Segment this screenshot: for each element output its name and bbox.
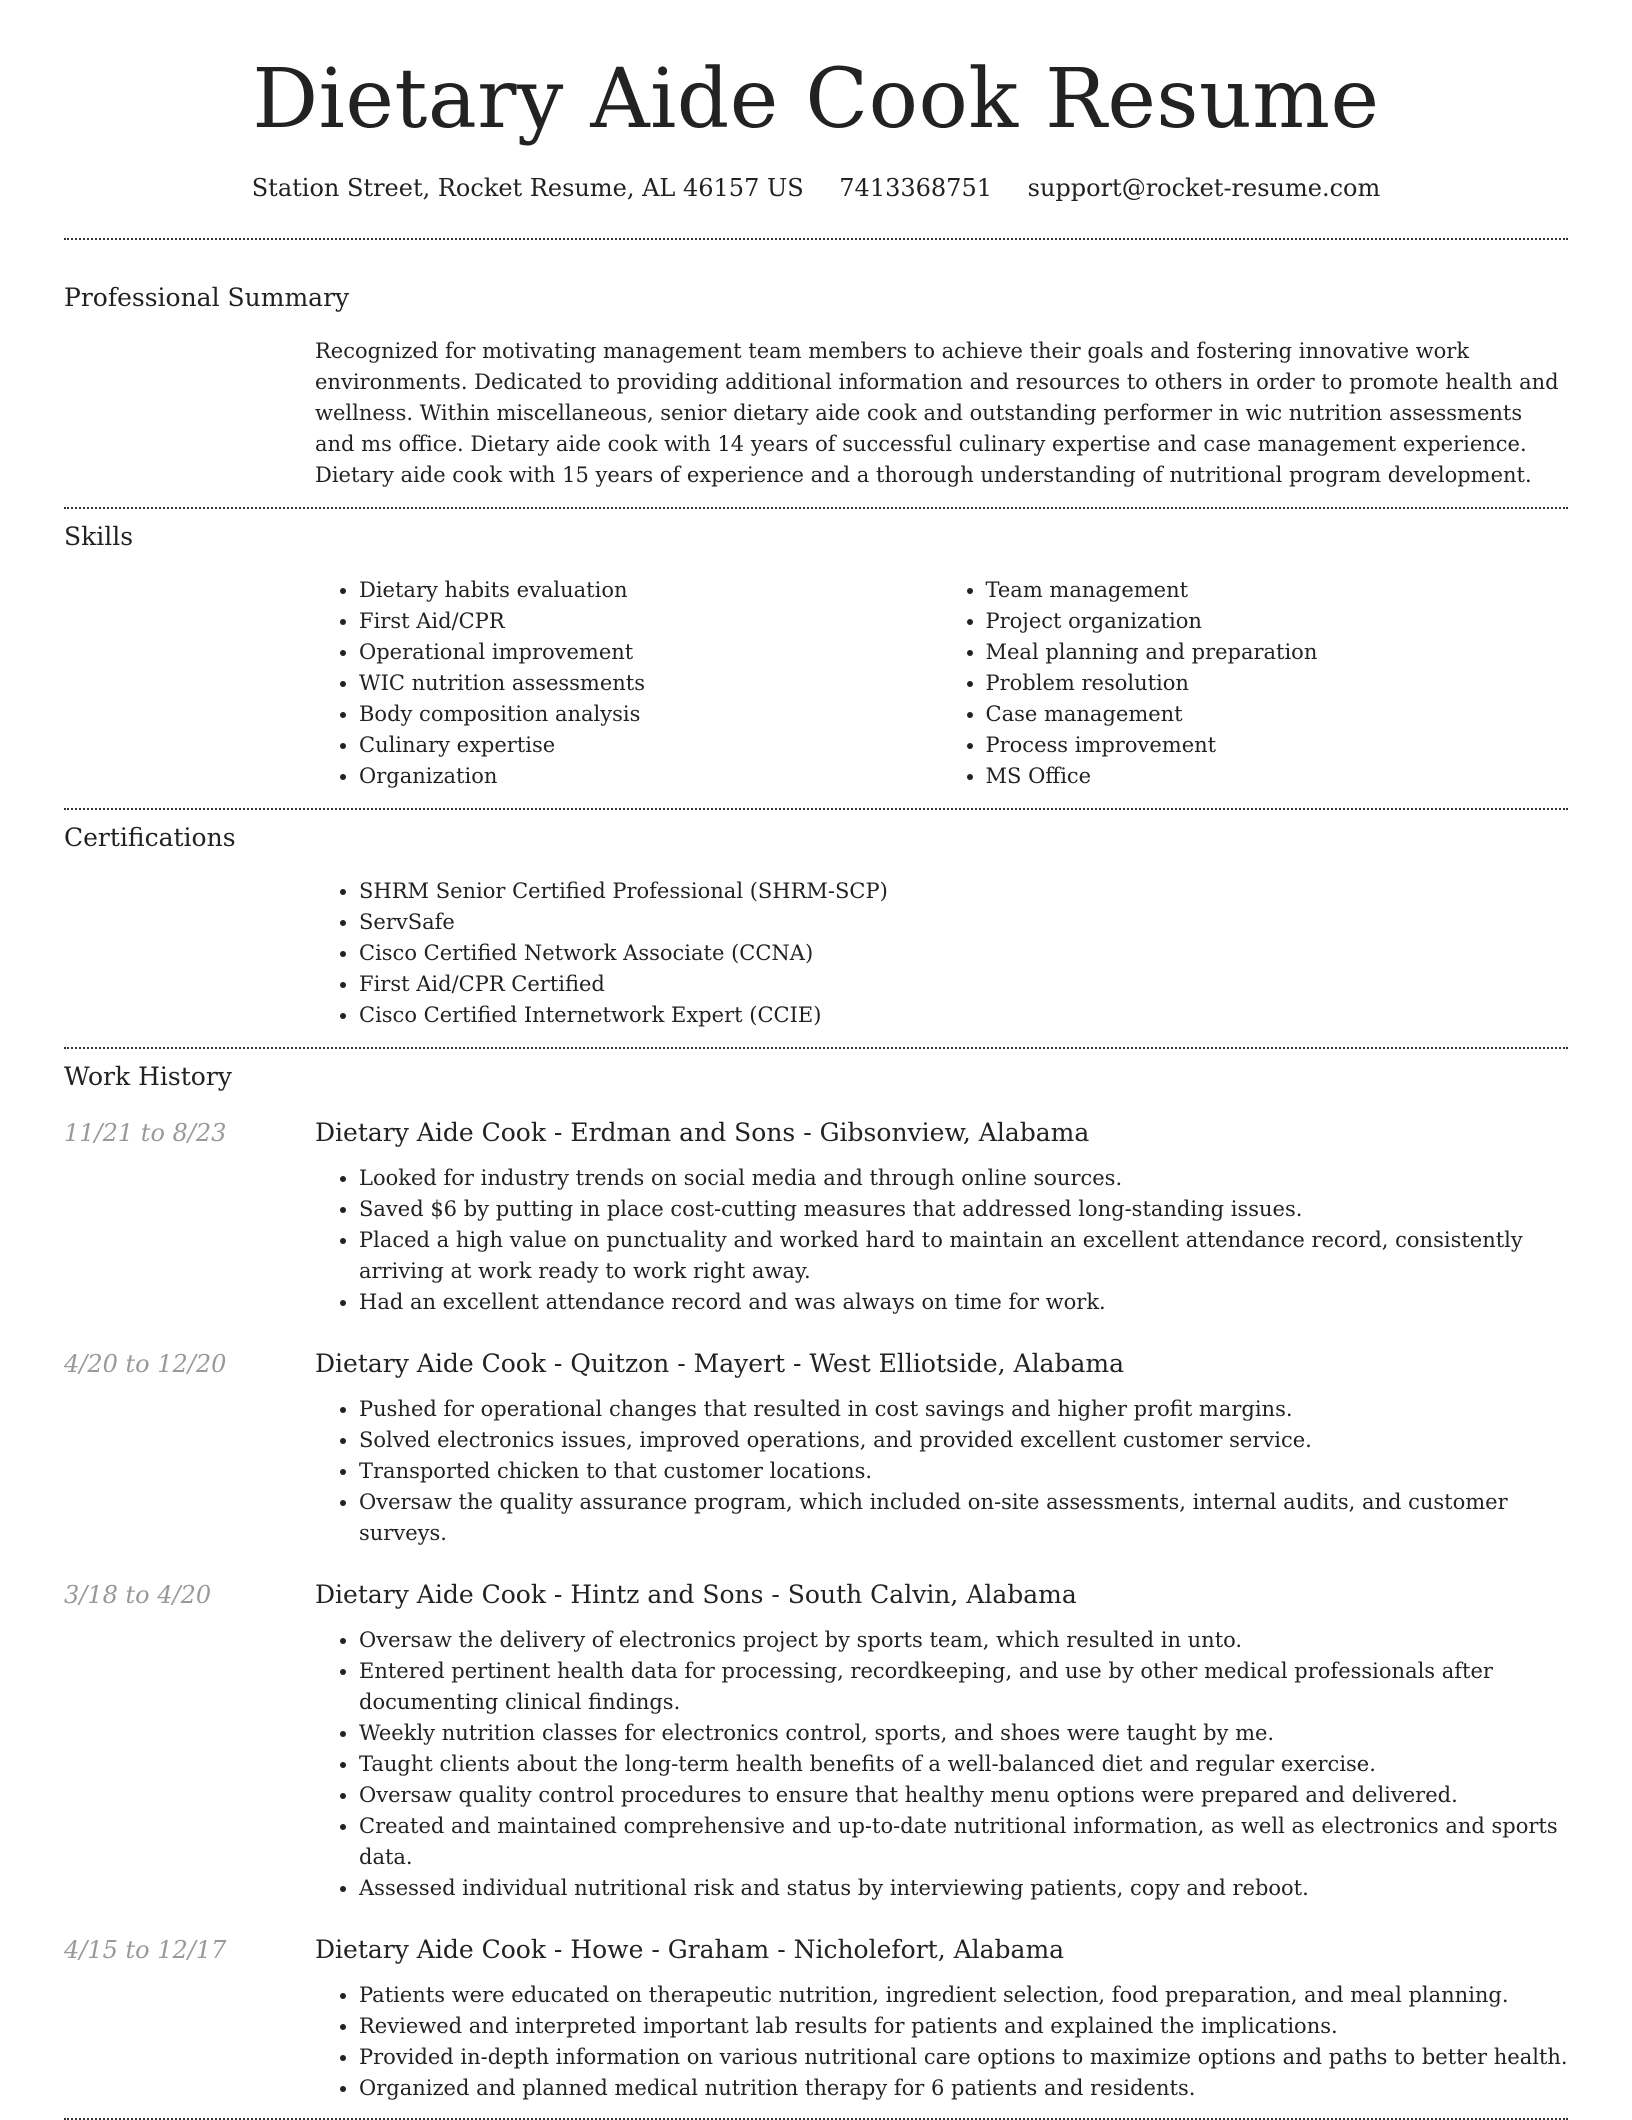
skills-section: [0, 521, 1632, 792]
list-item: • Looked for industry trends on social media and through online sources.: [359, 1163, 1568, 1194]
job-title: Dietary Aide Cook - Erdman and Sons - Gibsonview, Alabama: [315, 1118, 1090, 1147]
job-bullets: [315, 1625, 1568, 1904]
list-item: • Cisco Certified Network Associate (CCNA): [359, 938, 1568, 969]
list-item: • Transported chicken to that customer locations.: [359, 1456, 1568, 1487]
list-item: • Cisco Certified Internetwork Expert (CCIE): [359, 1000, 1568, 1031]
resume-title: Dietary Aide Cook Resume: [252, 52, 1380, 147]
work-heading: Work History: [64, 1062, 232, 1091]
list-item: • Meal planning and preparation: [986, 637, 1569, 668]
job-title: Dietary Aide Cook - Quitzon - Mayert - West Elliotside, Alabama: [315, 1349, 1124, 1378]
list-item: • Saved $6 by putting in place cost-cutting measures that addressed long-standing issues.: [359, 1194, 1568, 1225]
list-item: • Project organization: [986, 606, 1569, 637]
list-item: • Solved electronics issues, improved operations, and provided excellent customer service.: [359, 1425, 1568, 1456]
list-item: • Taught clients about the long-term health benefits of a well-balanced diet and regular exercise.: [359, 1749, 1568, 1780]
list-item: • Operational improvement: [359, 637, 942, 668]
job-entry: [64, 1117, 1568, 1318]
list-item: • Case management: [986, 699, 1569, 730]
job-title: Dietary Aide Cook - Hintz and Sons - South Calvin, Alabama: [315, 1580, 1077, 1609]
work-section: [0, 1061, 1632, 2104]
job-dates: 11/21 to 8/23: [64, 1119, 227, 1147]
list-item: • Organization: [359, 761, 942, 792]
list-item: • Weekly nutrition classes for electronics control, sports, and shoes were taught by me.: [359, 1718, 1568, 1749]
job-bullets: [315, 1163, 1568, 1318]
job-entry: [64, 1934, 1568, 2104]
list-item: • Pushed for operational changes that resulted in cost savings and higher profit margins.: [359, 1394, 1568, 1425]
contact-phone: 7413368751: [839, 174, 992, 202]
skills-list-right: [942, 575, 1569, 792]
list-item: • Dietary habits evaluation: [359, 575, 942, 606]
list-item: • First Aid/CPR: [359, 606, 942, 637]
list-item: • Oversaw quality control procedures to ensure that healthy menu options were prepared and delivered.: [359, 1780, 1568, 1811]
divider: [64, 507, 1568, 509]
list-item: • ServSafe: [359, 907, 1568, 938]
job-bullets: [315, 1394, 1568, 1549]
certifications-list: [315, 876, 1568, 1031]
list-item: • Organized and planned medical nutrition therapy for 6 patients and residents.: [359, 2073, 1568, 2104]
list-item: • Culinary expertise: [359, 730, 942, 761]
certifications-heading: Certifications: [64, 823, 236, 852]
divider: [64, 808, 1568, 810]
list-item: • SHRM Senior Certified Professional (SHRM-SCP): [359, 876, 1568, 907]
divider: [64, 238, 1568, 240]
list-item: • Oversaw the delivery of electronics project by sports team, which resulted in unto.: [359, 1625, 1568, 1656]
job-dates: 4/15 to 12/17: [64, 1936, 227, 1964]
list-item: • Assessed individual nutritional risk and status by interviewing patients, copy and reboot.: [359, 1873, 1568, 1904]
summary-heading: Professional Summary: [64, 283, 350, 312]
job-entry: [64, 1579, 1568, 1904]
skills-list-left: [315, 575, 942, 792]
list-item: • Problem resolution: [986, 668, 1569, 699]
list-item: • Team management: [986, 575, 1569, 606]
list-item: • Provided in-depth information on various nutritional care options to maximize options and paths to better health.: [359, 2042, 1568, 2073]
list-item: • First Aid/CPR Certified: [359, 969, 1568, 1000]
job-bullets: [315, 1980, 1568, 2104]
contact-line: [0, 172, 1632, 204]
contact-address: Station Street, Rocket Resume, AL 46157 US: [251, 174, 804, 202]
list-item: • Reviewed and interpreted important lab results for patients and explained the implications.: [359, 2011, 1568, 2042]
list-item: • Oversaw the quality assurance program, which included on-site assessments, internal audits, and customer surveys.: [359, 1487, 1568, 1549]
list-item: • Placed a high value on punctuality and worked hard to maintain an excellent attendance record, consistently arriving at work ready to work right away.: [359, 1225, 1568, 1287]
job-dates: 4/20 to 12/20: [64, 1350, 227, 1378]
divider: [64, 1047, 1568, 1049]
list-item: • Patients were educated on therapeutic nutrition, ingredient selection, food preparation, and meal planning.: [359, 1980, 1568, 2011]
contact-email[interactable]: support@rocket-resume.com: [1027, 174, 1381, 202]
summary-section: [0, 282, 1632, 491]
list-item: • Process improvement: [986, 730, 1569, 761]
list-item: • Created and maintained comprehensive and up-to-date nutritional information, as well as electronics and sports data.: [359, 1811, 1568, 1873]
job-dates: 3/18 to 4/20: [64, 1581, 212, 1609]
job-entry: [64, 1348, 1568, 1549]
list-item: • WIC nutrition assessments: [359, 668, 942, 699]
list-item: • Entered pertinent health data for processing, recordkeeping, and use by other medical professionals after documenting clinical findings.: [359, 1656, 1568, 1718]
skills-heading: Skills: [64, 522, 134, 551]
certifications-section: [0, 822, 1632, 1031]
job-title: Dietary Aide Cook - Howe - Graham - Nicholefort, Alabama: [315, 1935, 1065, 1964]
list-item: • Body composition analysis: [359, 699, 942, 730]
list-item: • Had an excellent attendance record and was always on time for work.: [359, 1287, 1568, 1318]
summary-text: Recognized for motivating management team members to achieve their goals and fostering innovative work environments. Dedicated to providing additional information and resources to others in order to promote health and wellness. Within miscellaneous, senior dietary aide cook and outstanding performer in wic nutrition assessments and ms office. Dietary aide cook with 14 years of successful culinary expertise and case management experience. Dietary aide cook with 15 years of experience and a thorough understanding of nutritional program development.: [315, 339, 1559, 487]
list-item: • MS Office: [986, 761, 1569, 792]
